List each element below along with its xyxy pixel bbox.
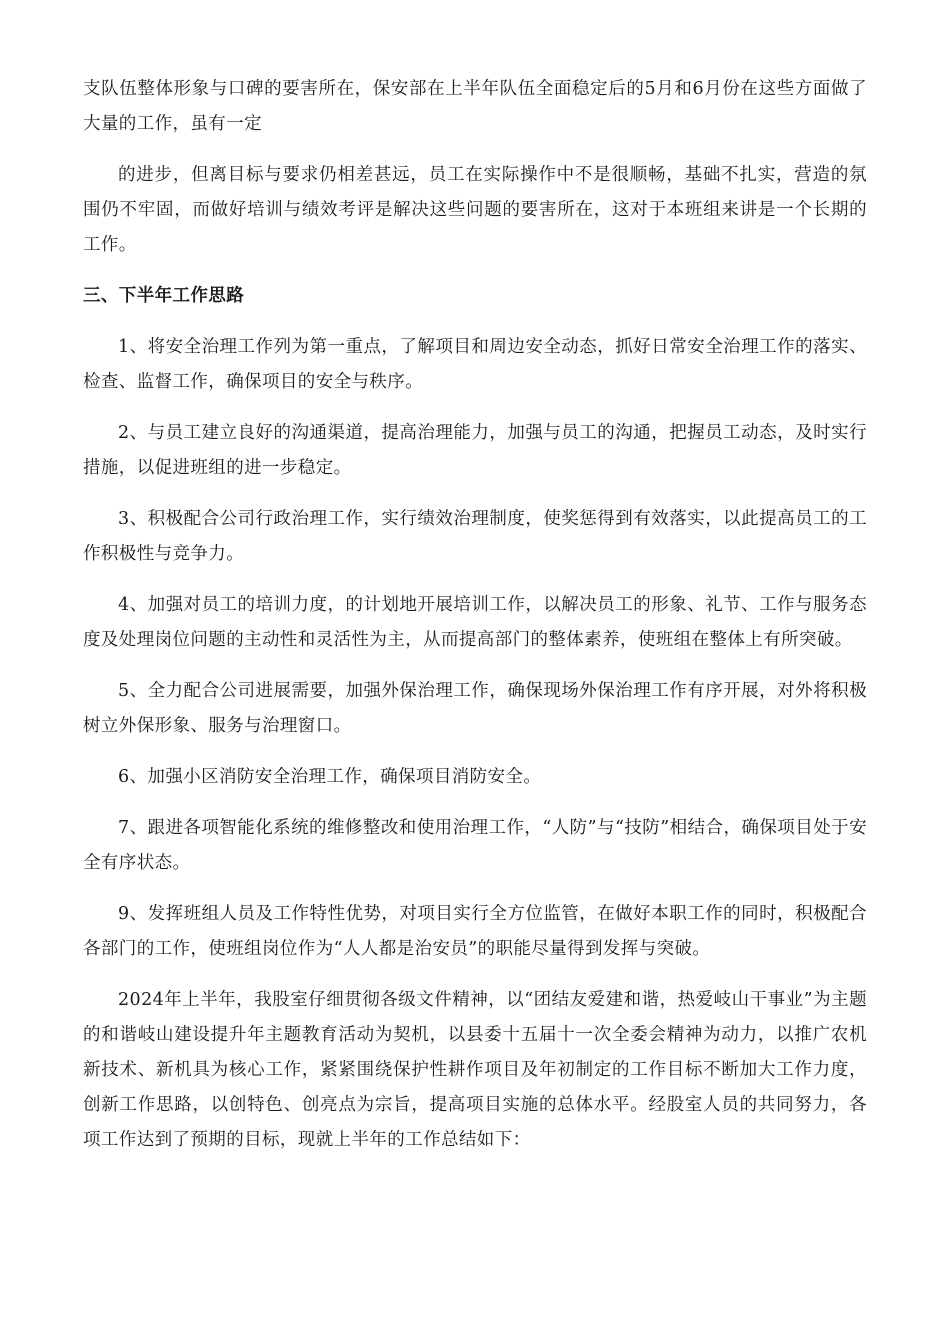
paragraph-progress: 的进步，但离目标与要求仍相差甚远，员工在实际操作中不是很顺畅，基础不扎实，营造的氛围仍不牢固，而做好培训与绩效考评是解决这些问题的要害所在，这对于本班组来讲是一个长期的工作。 [83,165,867,255]
list-item-3: 3、积极配合公司行政治理工作，实行绩效治理制度，使奖惩得到有效落实，以此提高员工的工作积极性与竞争力。 [83,509,867,564]
list-item-2: 2、与员工建立良好的沟通渠道，提高治理能力，加强与员工的沟通，把握员工动态，及时实行措施，以促进班组的进一步稳定。 [83,423,867,478]
list-item-4: 4、加强对员工的培训力度，的计划地开展培训工作，以解决员工的形象、礼节、工作与服务态度及处理岗位问题的主动性和灵活性为主，从而提高部门的整体素养，使班组在整体上有所突破。 [83,595,867,650]
section-heading: 三、下半年工作思路 [83,286,245,306]
list-item-7: 7、跟进各项智能化系统的维修整改和使用治理工作，“人防”与“技防”相结合，确保项目处于安全有序状态。 [83,818,867,873]
closing-paragraph: 2024年上半年，我股室仔细贯彻各级文件精神，以“团结友爱建和谐，热爱岐山干事业”为主题的和谐岐山建设提升年主题教育活动为契机，以县委十五届十一次全委会精神为动力，以推广农机新技术、新机具为核心工作，紧紧围绕保护性耕作项目及年初制定的工作目标不断加大工作力度，创新工作思路，以创特色、创亮点为宗旨，提高项目实施的总体水平。经股室人员的共同努力，各项工作达到了预期的目标，现就上半年的工作总结如下： [83,990,867,1150]
list-item-1: 1、将安全治理工作列为第一重点，了解项目和周边安全动态，抓好日常安全治理工作的落实、检查、监督工作，确保项目的安全与秩序。 [83,337,867,392]
paragraph-continuation: 支队伍整体形象与口碑的要害所在，保安部在上半年队伍全面稳定后的5月和6月份在这些方面做了大量的工作，虽有一定 [83,79,867,134]
document-page [83,72,867,1158]
list-item-6: 6、加强小区消防安全治理工作，确保项目消防安全。 [118,767,542,787]
list-item-9: 9、发挥班组人员及工作特性优势，对项目实行全方位监管，在做好本职工作的同时，积极配合各部门的工作，使班组岗位作为“人人都是治安员”的职能尽量得到发挥与突破。 [83,904,867,959]
list-item-5: 5、全力配合公司进展需要，加强外保治理工作，确保现场外保治理工作有序开展，对外将积极树立外保形象、服务与治理窗口。 [83,681,867,736]
